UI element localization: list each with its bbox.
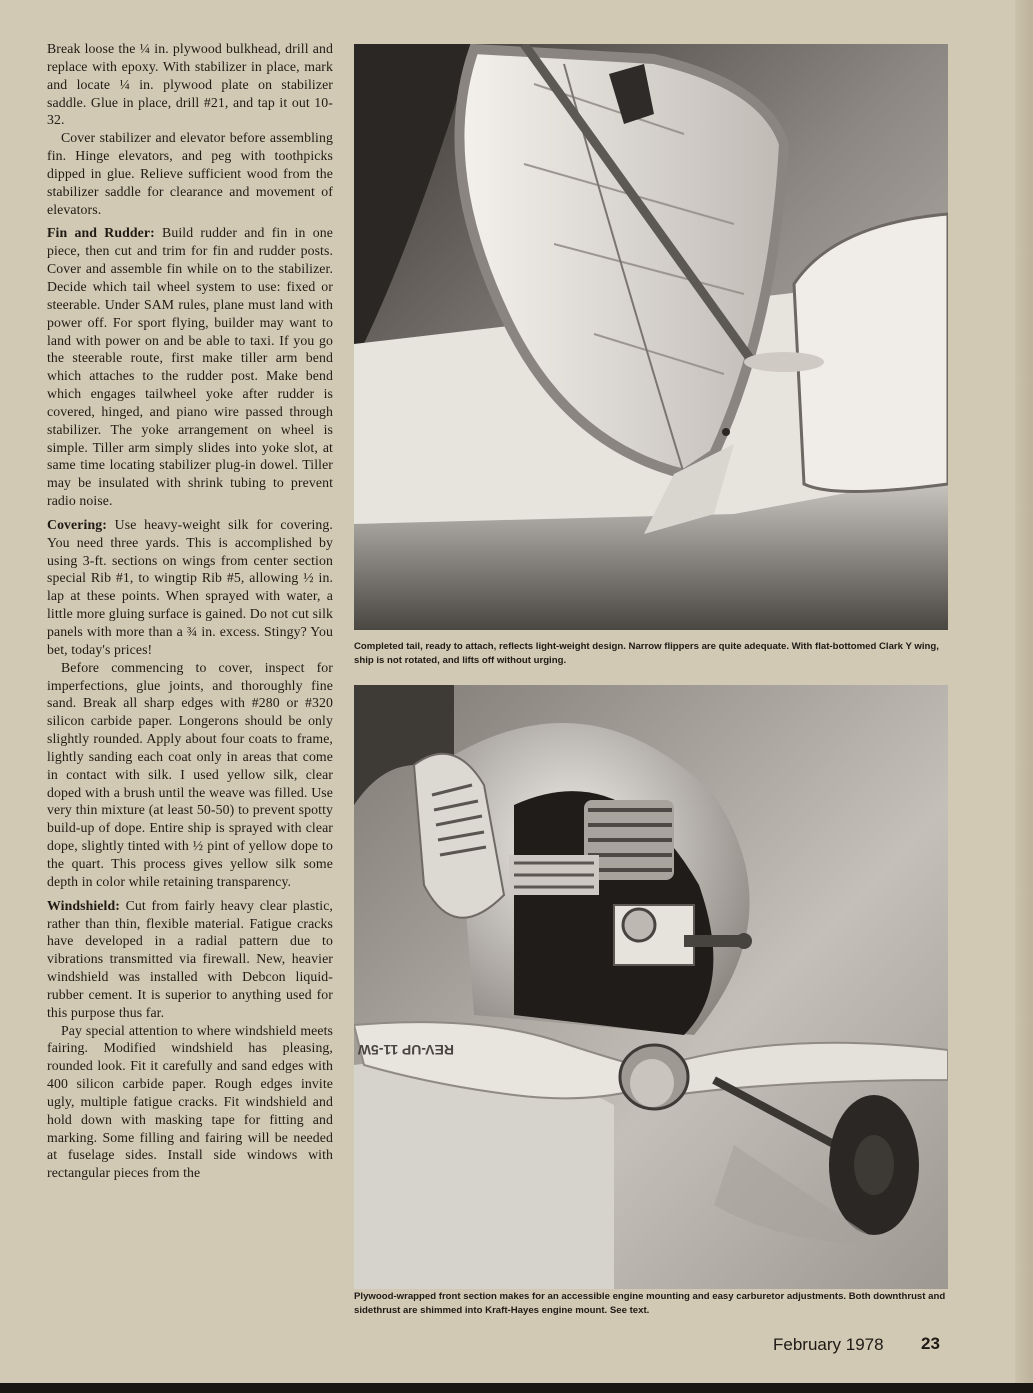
paragraph-windshield-fairing: Pay special attention to where windshield meets fairing. Modified windshield has pleasing, rounded look. Fit it carefully and sand edges with 400 silicon carbide paper. Rough edges invite ugly, multiple fatigue cracks. Fit windshield and hold down with masking tape for fitting and marking. Some filling and fairing will be needed at fuselage sides. Install side windows with rectangular pieces from the [47, 1022, 333, 1181]
page-number: 23 [921, 1334, 940, 1353]
section-fin-rudder [47, 224, 333, 510]
page-bottom-edge [0, 1383, 1033, 1393]
caption-engine-photo: Plywood-wrapped front section makes for an accessible engine mounting and easy carburetor adjustments. Both downthrust and sidethrust are shimmed into Kraft-Hayes engine mount. See text. [354, 1291, 946, 1316]
section-covering [47, 516, 333, 659]
paragraph-bulkhead: Break loose the ¼ in. plywood bulkhead, drill and replace with epoxy. With stabilizer in place, mark and locate ¼ in. plywood plate on stabilizer saddle. Glue in place, drill #21, and tap it out 10-32. [47, 41, 333, 128]
paragraph-before-covering: Before commencing to cover, inspect for imperfections, glue joints, and thoroughly fine sand. Break all sharp edges with #280 or #320 silicon carbide paper. Longerons should be only slightly rounded. Apply about four coats to frame, lightly sanding each coat only in areas that come in contact with silk. I used yellow silk, clear doped with a brush until the weave was filled. Use very thin mixture (at least 50-50) to prevent spotty build-up of dope. Entire ship is sprayed with clear dope, slightly tinted with ½ pint of yellow dope to the quart. This process gives yellow silk some depth in color while retaining transparency. [47, 659, 333, 889]
heading-covering: Covering: [47, 516, 107, 532]
article-column [47, 40, 333, 1182]
text-windshield: Cut from fairly heavy clear plastic, rather than thin, flexible material. Fatigue cracks have developed in a radial pattern due to vibrations transmitted via firewall. New, heavier windshield was installed with Debcon liquid-rubber cement. It is superior to anything used for this purpose thus far. [47, 897, 333, 1020]
photo-tail [354, 44, 948, 630]
section-windshield [47, 897, 333, 1022]
text-covering: Use heavy-weight silk for covering. You need three yards. This is accomplished by using 3-ft. sections on wings from center section special Rib #1, to wingtip Rib #5, allowing ½ in. lap at these points. When sprayed with water, a little more gluing surface is gained. Do not cut silk panels with more than a ¾ in. excess. Stingy? You bet, today's prices! [47, 516, 333, 657]
heading-windshield: Windshield: [47, 897, 120, 913]
page-edge [1015, 0, 1033, 1393]
issue-date: February 1978 [773, 1335, 884, 1354]
text-fin-rudder: Build rudder and fin in one piece, then cut and trim for fin and rudder posts. Cover and assemble fin while on to the stabilizer. Decide which tail wheel system to use: fixed or steerable. Under SAM rules, plane must land with power off. For sport flying, builder may want to land with power on and be able to taxi. If you go the steerable route, first make tiller arm bend which attaches to the rudder post. Make bend which engages tailwheel yoke after rudder is covered, hinged, and piano wire passed through stabilizer. The yoke arrangement on wheel is simple. Tiller arm simply slides into yoke slot, at same time locating stabilizer plug-in dowel. Tiller may be insulated with shrink tubing to prevent radio noise. [47, 225, 333, 509]
paragraph-cover-stabilizer: Cover stabilizer and elevator before assembling fin. Hinge elevators, and peg with toothpicks dipped in glue. Relieve sufficient wood from the stabilizer saddle for clearance and movement of elevators. [47, 130, 333, 217]
heading-fin-rudder: Fin and Rudder: [47, 225, 155, 241]
caption-tail-photo: Completed tail, ready to attach, reflects light-weight design. Narrow flippers are quite adequate. With flat-bottomed Clark Y wing, ship is not rotated, and lifts off without urging. [354, 641, 939, 666]
propeller-marking: REV-UP 11-5W [357, 1042, 454, 1058]
photo-engine [354, 685, 948, 1289]
